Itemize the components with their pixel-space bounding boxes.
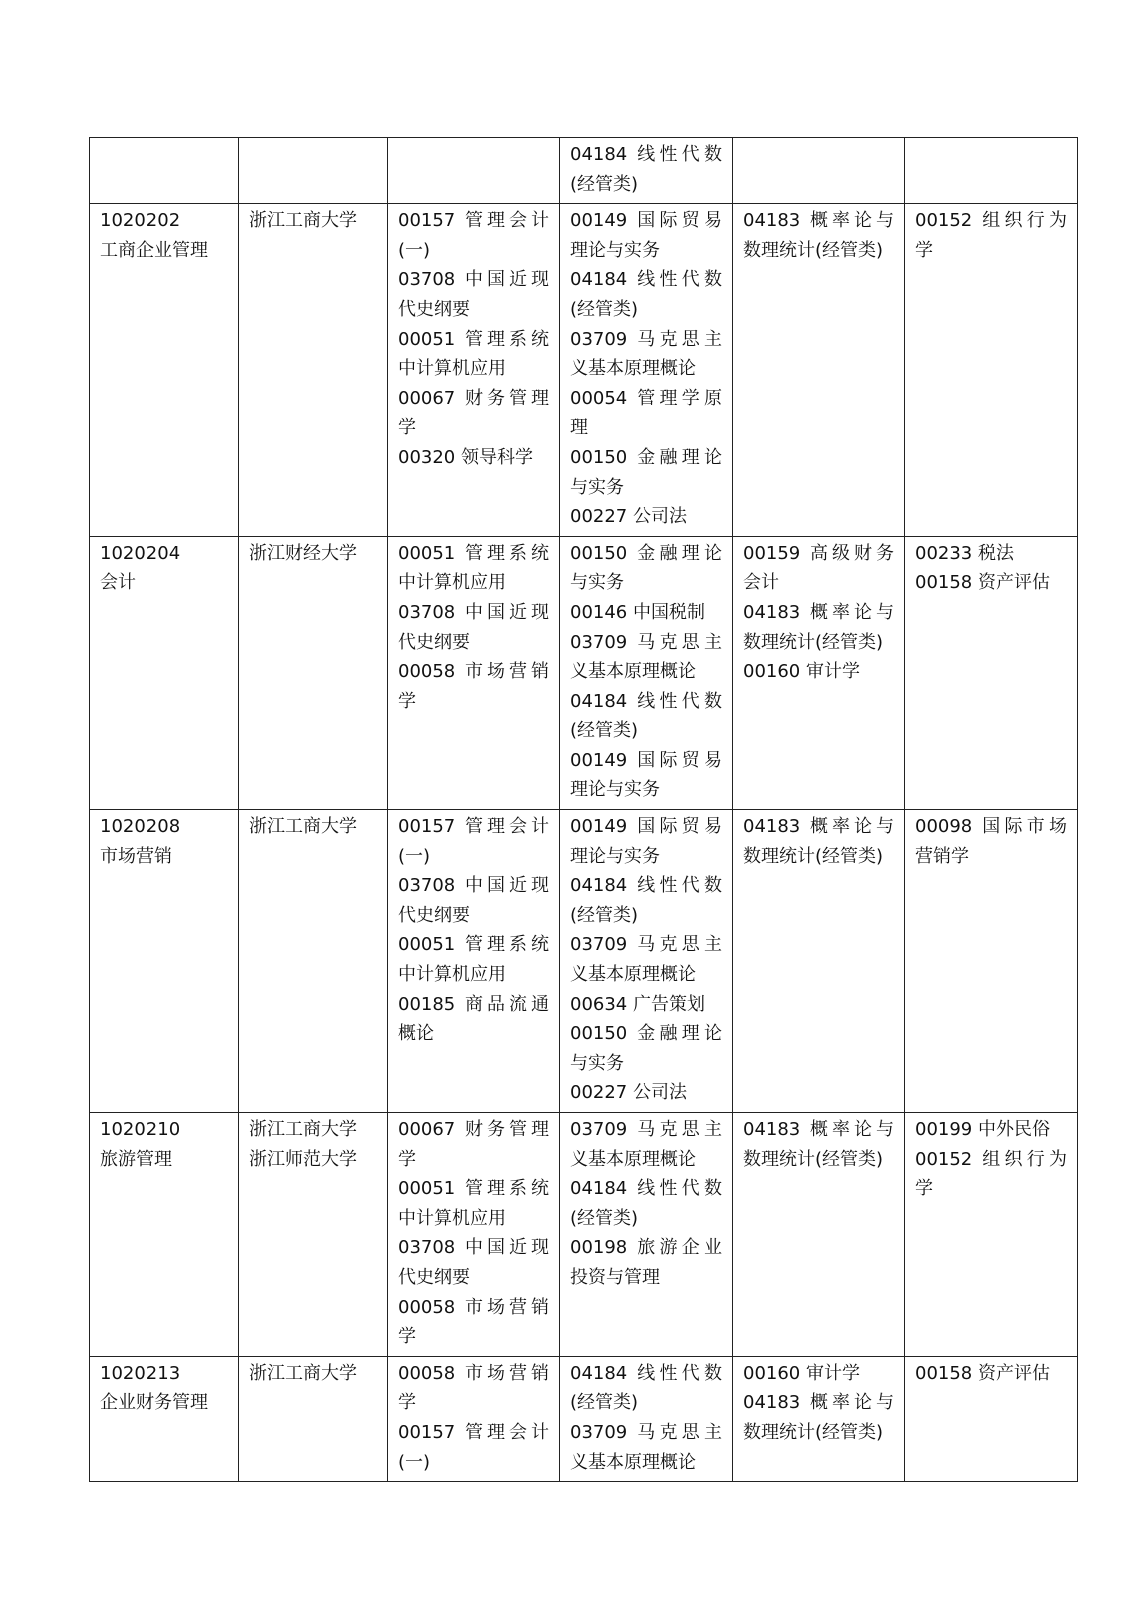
course-cell (733, 536, 905, 809)
course-line: 代史纲要 (398, 1266, 470, 1288)
course-line: 00157 管理会计 (398, 816, 549, 838)
course-line: 中计算机应用 (398, 964, 506, 986)
course-line: (经管类) (570, 720, 639, 742)
course-line: 04183 概率论与 (743, 210, 894, 232)
course-line: 00320 领导科学 (398, 446, 533, 468)
course-cell (905, 536, 1078, 809)
course-line: 00098 国际市场 (915, 816, 1067, 838)
course-line: 00054 管理学原 (570, 387, 722, 409)
course-cell (388, 1356, 560, 1481)
course-line: (一) (398, 1451, 431, 1473)
course-cell (388, 810, 560, 1113)
course-line: 与实务 (570, 1052, 624, 1074)
major-cell (90, 810, 239, 1113)
course-line: 数理统计(经管类) (743, 1421, 884, 1443)
course-line: 04183 概率论与 (743, 1119, 894, 1140)
table-body (90, 138, 1078, 1482)
course-line: 04183 概率论与 (743, 816, 894, 838)
course-line: 00149 国际贸易 (570, 210, 722, 232)
course-line: 理论与实务 (570, 239, 660, 261)
course-line: (经管类) (570, 298, 639, 320)
major-code: 1020210 (100, 1119, 181, 1140)
course-line: (经管类) (570, 904, 639, 926)
course-line: 00051 管理系统 (398, 934, 549, 956)
school-name: 浙江工商大学 (249, 1362, 357, 1384)
course-line: 03709 马克思主 (570, 1421, 722, 1443)
course-line: 代史纲要 (398, 298, 470, 320)
school-cell (239, 1113, 388, 1357)
course-cell (733, 204, 905, 537)
course-cell (560, 138, 733, 204)
major-code: 1020208 (100, 816, 181, 838)
course-line: 00158 资产评估 (915, 572, 1050, 594)
table-row (90, 1113, 1078, 1357)
course-line: 00158 资产评估 (915, 1362, 1050, 1384)
course-line: 00233 税法 (915, 542, 1014, 564)
course-line: 理论与实务 (570, 779, 660, 801)
table-row (90, 138, 1078, 204)
major-name: 会计 (100, 572, 136, 594)
course-cell (905, 204, 1078, 537)
table-row (90, 810, 1078, 1113)
course-cell (905, 1113, 1078, 1357)
course-line: 会计 (743, 572, 779, 594)
school-name: 浙江财经大学 (249, 542, 357, 564)
course-cell (733, 1113, 905, 1357)
course-line: 03709 马克思主 (570, 1119, 722, 1140)
course-line: 理 (570, 417, 588, 439)
course-line: 学 (398, 1148, 416, 1170)
course-line: 义基本原理概论 (570, 358, 696, 380)
course-line: 学 (915, 239, 933, 261)
course-line: 00152 组织行为 (915, 1148, 1067, 1170)
course-line: 数理统计(经管类) (743, 845, 884, 867)
course-line: 学 (915, 1178, 933, 1200)
course-cell (905, 138, 1078, 204)
course-line: 义基本原理概论 (570, 964, 696, 986)
course-line: 00159 高级财务 (743, 542, 894, 564)
school-name: 浙江工商大学 (249, 1119, 357, 1140)
course-cell (905, 1356, 1078, 1481)
course-line: 00227 公司法 (570, 506, 687, 528)
course-line: 00058 市场营销 (398, 1362, 549, 1384)
course-line: 数理统计(经管类) (743, 239, 884, 261)
course-line: 00198 旅游企业 (570, 1237, 722, 1259)
course-line: 学 (398, 1326, 416, 1348)
course-line: 00157 管理会计 (398, 1421, 549, 1443)
major-cell (90, 1113, 239, 1357)
major-cell (90, 204, 239, 537)
course-line: (经管类) (570, 173, 639, 195)
course-line: 04184 线性代数 (570, 1178, 722, 1200)
course-line: 数理统计(经管类) (743, 631, 884, 653)
table-row (90, 1356, 1078, 1481)
course-line: 00150 金融理论 (570, 542, 722, 564)
course-line: 00067 财务管理 (398, 1119, 549, 1140)
major-cell (90, 1356, 239, 1481)
course-line: (经管类) (570, 1207, 639, 1229)
course-line: 00058 市场营销 (398, 661, 549, 683)
course-line: 数理统计(经管类) (743, 1148, 884, 1170)
course-line: 00634 广告策划 (570, 993, 705, 1015)
course-line: 03708 中国近现 (398, 601, 549, 623)
exam-plan-table (89, 137, 1078, 1482)
course-line: (一) (398, 239, 431, 261)
course-line: 04183 概率论与 (743, 601, 894, 623)
course-line: 义基本原理概论 (570, 661, 696, 683)
school-cell (239, 204, 388, 537)
course-line: 与实务 (570, 476, 624, 498)
table-row (90, 204, 1078, 537)
course-line: 00051 管理系统 (398, 1178, 549, 1200)
course-line: 03709 马克思主 (570, 328, 722, 350)
school-cell (239, 536, 388, 809)
major-code: 1020202 (100, 210, 181, 232)
course-line: 学 (398, 690, 416, 712)
course-line: 00149 国际贸易 (570, 749, 722, 771)
major-code: 1020213 (100, 1362, 181, 1384)
course-line: 04184 线性代数 (570, 144, 722, 165)
course-line: 03708 中国近现 (398, 875, 549, 897)
course-cell (733, 810, 905, 1113)
course-cell (560, 1356, 733, 1481)
course-line: 义基本原理概论 (570, 1148, 696, 1170)
school-cell (239, 138, 388, 204)
course-line: (经管类) (570, 1392, 639, 1414)
course-line: 00150 金融理论 (570, 1023, 722, 1045)
course-line: 00058 市场营销 (398, 1296, 549, 1318)
school-cell (239, 1356, 388, 1481)
course-line: 学 (398, 1392, 416, 1414)
course-cell (388, 1113, 560, 1357)
school-name: 浙江工商大学 (249, 210, 357, 232)
course-line: 中计算机应用 (398, 1207, 506, 1229)
course-cell (388, 536, 560, 809)
course-cell (905, 810, 1078, 1113)
course-line: 中计算机应用 (398, 358, 506, 380)
course-line: 中计算机应用 (398, 572, 506, 594)
course-line: 03708 中国近现 (398, 1237, 549, 1259)
course-line: 义基本原理概论 (570, 1451, 696, 1473)
table-row (90, 536, 1078, 809)
course-line: 与实务 (570, 572, 624, 594)
course-cell (560, 536, 733, 809)
course-line: 理论与实务 (570, 845, 660, 867)
major-cell (90, 536, 239, 809)
course-line: (一) (398, 845, 431, 867)
course-cell (388, 204, 560, 537)
course-line: 00199 中外民俗 (915, 1119, 1050, 1140)
course-line: 03708 中国近现 (398, 269, 549, 291)
course-line: 04184 线性代数 (570, 1362, 722, 1384)
course-line: 00160 审计学 (743, 661, 860, 683)
course-cell (560, 1113, 733, 1357)
course-line: 00149 国际贸易 (570, 816, 722, 838)
course-line: 00146 中国税制 (570, 601, 705, 623)
course-line: 04184 线性代数 (570, 690, 722, 712)
major-name: 旅游管理 (100, 1148, 172, 1170)
course-line: 03709 马克思主 (570, 631, 722, 653)
course-line: 代史纲要 (398, 631, 470, 653)
major-code: 1020204 (100, 542, 181, 564)
course-line: 00185 商品流通 (398, 993, 549, 1015)
course-line: 投资与管理 (570, 1266, 660, 1288)
course-line: 04184 线性代数 (570, 269, 722, 291)
course-line: 04184 线性代数 (570, 875, 722, 897)
course-line: 03709 马克思主 (570, 934, 722, 956)
course-line: 学 (398, 417, 416, 439)
major-name: 市场营销 (100, 845, 172, 867)
course-cell (560, 204, 733, 537)
major-name: 企业财务管理 (100, 1392, 208, 1414)
course-cell (733, 138, 905, 204)
school-name: 浙江师范大学 (249, 1148, 357, 1170)
course-line: 代史纲要 (398, 904, 470, 926)
course-line: 00067 财务管理 (398, 387, 549, 409)
course-line: 00051 管理系统 (398, 328, 549, 350)
course-line: 04183 概率论与 (743, 1392, 894, 1414)
course-line: 00152 组织行为 (915, 210, 1067, 232)
course-cell (733, 1356, 905, 1481)
school-name: 浙江工商大学 (249, 816, 357, 838)
course-line: 概论 (398, 1023, 434, 1045)
course-line: 00227 公司法 (570, 1082, 687, 1104)
course-line: 00051 管理系统 (398, 542, 549, 564)
major-name: 工商企业管理 (100, 239, 208, 261)
course-line: 00157 管理会计 (398, 210, 549, 232)
course-line: 营销学 (915, 845, 969, 867)
course-line: 00160 审计学 (743, 1362, 860, 1384)
school-cell (239, 810, 388, 1113)
course-cell (388, 138, 560, 204)
course-cell (560, 810, 733, 1113)
course-line: 00150 金融理论 (570, 446, 722, 468)
major-cell (90, 138, 239, 204)
